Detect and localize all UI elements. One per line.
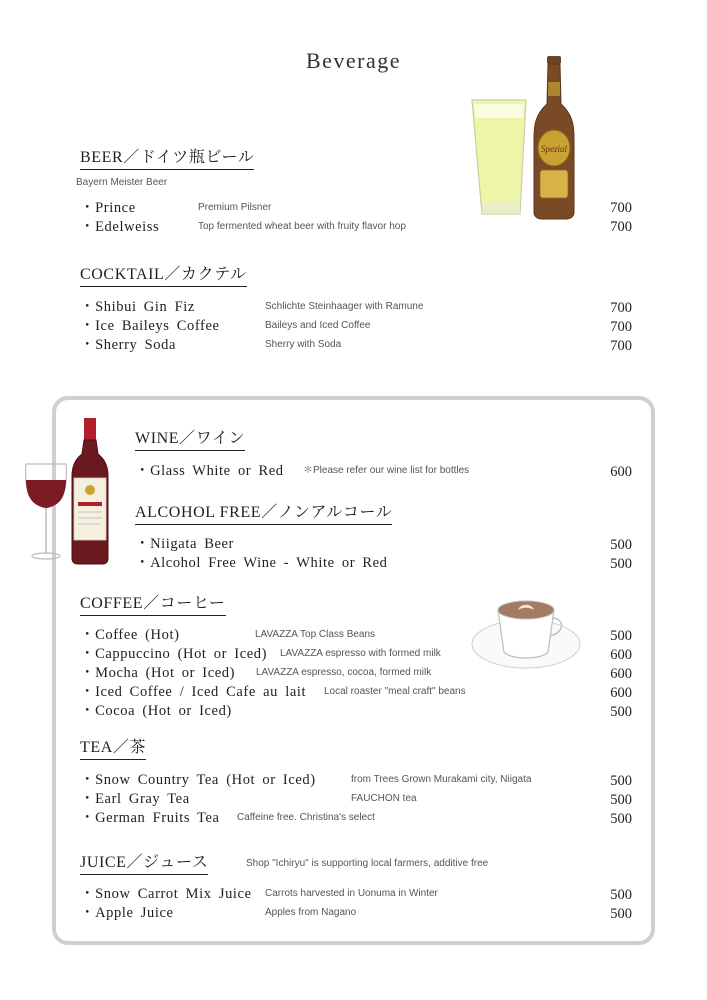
menu-item-desc: ＊Please refer our wine list for bottles — [303, 465, 470, 476]
menu-item-price: 700 — [610, 200, 632, 216]
coffee-heading: COFFEE／コーヒー — [80, 595, 226, 616]
wine-heading: WINE／ワイン — [135, 430, 245, 451]
menu-item-desc: Baileys and Iced Coffee — [265, 320, 371, 331]
menu-item-desc: Top fermented wheat beer with fruity flavor hop — [198, 221, 406, 232]
menu-item-name: ・Coffee (Hot) — [80, 627, 180, 643]
bottle-label: Spezial — [541, 144, 567, 154]
menu-item-name: ・Iced Coffee / Iced Cafe au lait — [80, 684, 307, 700]
juice-heading: JUICE／ジュース — [80, 854, 208, 875]
menu-item-name: ・Mocha (Hot or Iced) — [80, 665, 236, 681]
menu-item-price: 500 — [610, 906, 632, 922]
menu-item-desc: Sherry with Soda — [265, 339, 342, 350]
menu-item-desc: Local roaster "meal craft" beans — [324, 686, 466, 697]
menu-item-desc: Apples from Nagano — [265, 907, 357, 918]
cocktail-heading: COCKTAIL／カクテル — [80, 266, 247, 287]
page-title: Beverage — [305, 48, 402, 73]
menu-item-price: 500 — [610, 887, 632, 903]
menu-item-name: ・Prince — [80, 200, 136, 216]
menu-item-price: 500 — [610, 628, 632, 644]
menu-item-price: 500 — [610, 773, 632, 789]
juice-note: Shop "Ichiryu" is supporting local farmers, additive free — [246, 858, 489, 869]
menu-item-name: ・Shibui Gin Fiz — [80, 299, 195, 315]
tea-heading: TEA／茶 — [80, 739, 146, 760]
menu-item-price: 500 — [610, 792, 632, 808]
menu-item-desc: from Trees Grown Murakami city, Niigata — [351, 774, 532, 785]
menu-item-desc: Carrots harvested in Uonuma in Winter — [265, 888, 438, 899]
menu-item-name: ・Snow Country Tea (Hot or Iced) — [80, 772, 316, 788]
menu-item-price: 500 — [610, 704, 632, 720]
menu-item-name: ・Ice Baileys Coffee — [80, 318, 220, 334]
menu-item-name: ・Cocoa (Hot or Iced) — [80, 703, 232, 719]
beer-heading: BEER／ドイツ瓶ビール — [80, 149, 254, 170]
menu-item-name: ・German Fruits Tea — [80, 810, 220, 826]
menu-item-name: ・Sherry Soda — [80, 337, 176, 353]
menu-item-price: 700 — [610, 300, 632, 316]
menu-item-desc: LAVAZZA espresso, cocoa, formed milk — [256, 667, 432, 678]
menu-item-price: 500 — [610, 537, 632, 553]
menu-item-price: 700 — [610, 338, 632, 354]
menu-item-name: ・Edelweiss — [80, 219, 160, 235]
menu-item-price: 700 — [610, 319, 632, 335]
menu-item-price: 600 — [610, 647, 632, 663]
menu-item-price: 700 — [610, 219, 632, 235]
menu-item-price: 500 — [610, 556, 632, 572]
coffee-cup-illustration — [468, 594, 582, 676]
menu-item-price: 600 — [610, 685, 632, 701]
alcohol-free-heading: ALCOHOL FREE／ノンアルコール — [135, 504, 392, 525]
menu-item-name: ・Apple Juice — [80, 905, 174, 921]
menu-item-name: ・Alcohol Free Wine - White or Red — [135, 555, 388, 571]
beer-glass-and-bottle-illustration — [468, 52, 578, 222]
menu-item-price: 600 — [610, 464, 632, 480]
menu-item-name: ・Niigata Beer — [135, 536, 234, 552]
menu-item-desc: Premium Pilsner — [198, 202, 272, 213]
menu-item-desc: FAUCHON tea — [351, 793, 417, 804]
wine-bottle-icon — [72, 418, 108, 564]
beer-bottle-icon — [534, 56, 574, 219]
menu-item-desc: LAVAZZA espresso with formed milk — [280, 648, 441, 659]
menu-item-name: ・Earl Gray Tea — [80, 791, 190, 807]
menu-item-name: ・Cappuccino (Hot or Iced) — [80, 646, 268, 662]
menu-item-name: ・Glass White or Red — [135, 463, 284, 479]
wine-glass-and-bottle-illustration — [20, 414, 116, 570]
menu-item-desc: Schlichte Steinhaager with Ramune — [265, 301, 424, 312]
beer-subheading: Bayern Meister Beer — [76, 177, 168, 188]
wine-glass-icon — [26, 464, 67, 559]
menu-item-desc: Caffeine free. Christina's select — [237, 812, 375, 823]
menu-item-price: 600 — [610, 666, 632, 682]
menu-item-price: 500 — [610, 811, 632, 827]
menu-item-desc: LAVAZZA Top Class Beans — [255, 629, 376, 640]
menu-item-name: ・Snow Carrot Mix Juice — [80, 886, 252, 902]
